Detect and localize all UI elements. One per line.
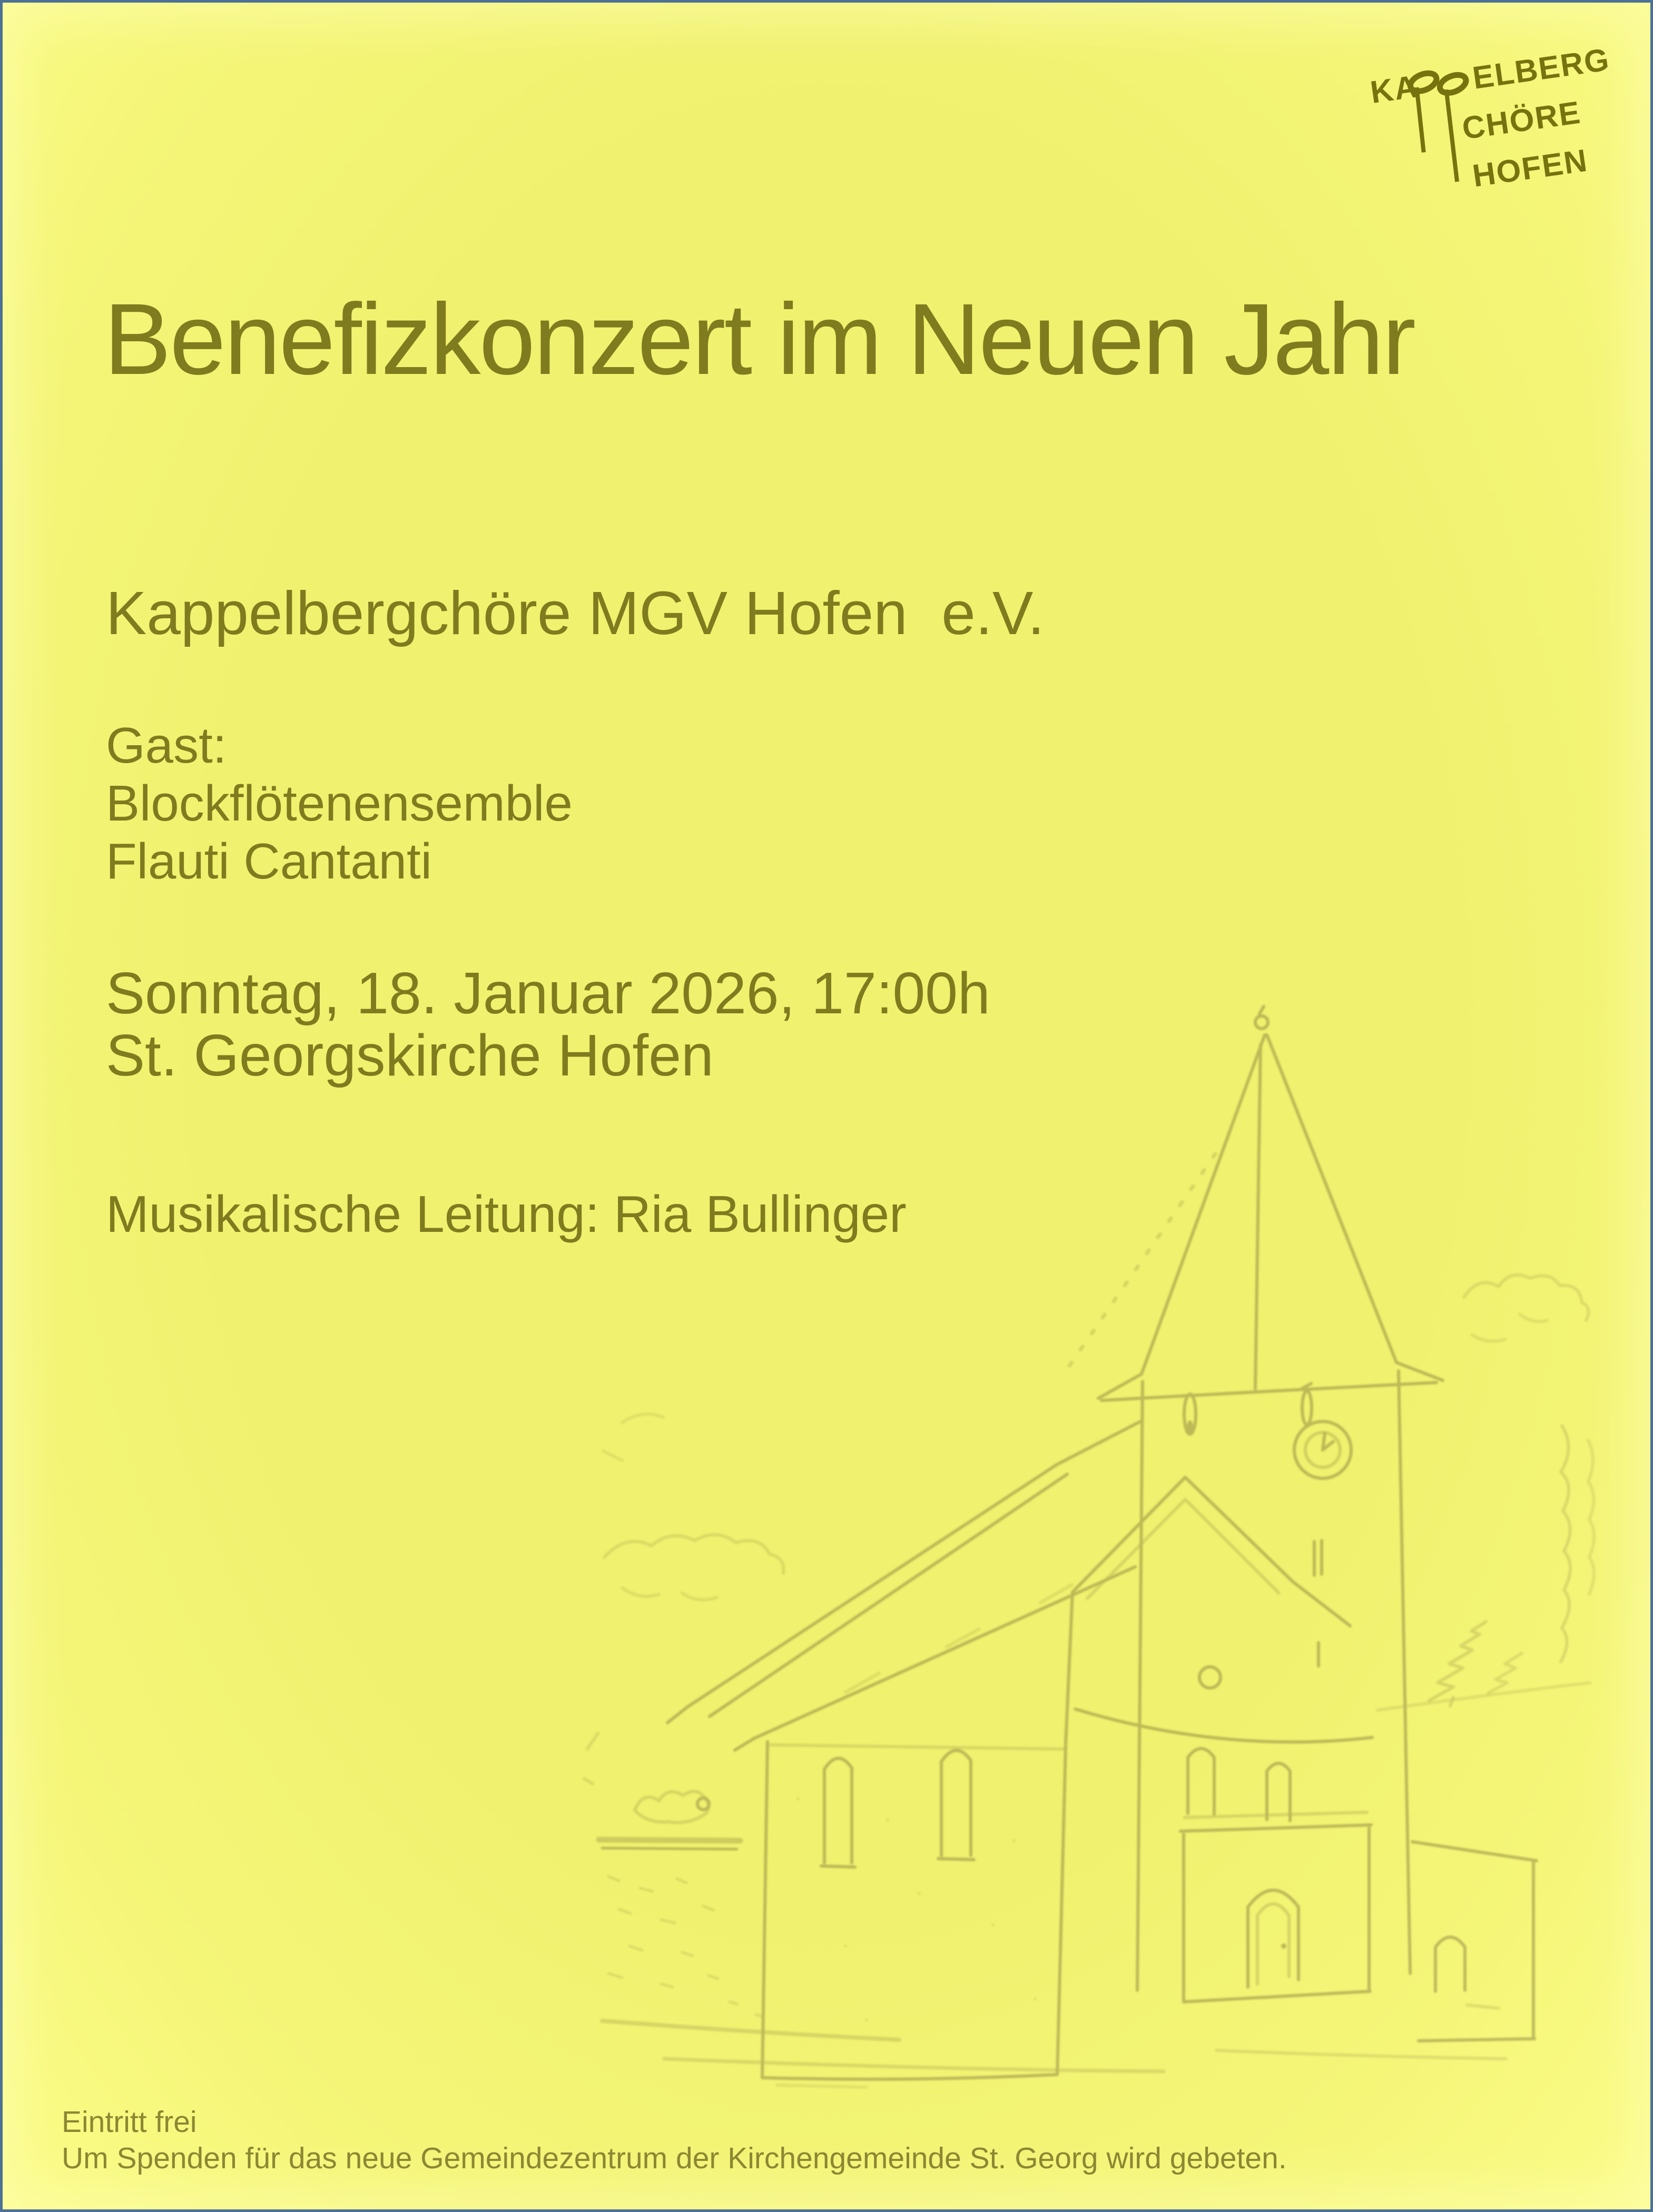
footer-block xyxy=(62,2104,1287,2177)
admission-note: Eintritt frei xyxy=(62,2105,197,2139)
guest-ensemble: Blockflötenensemble xyxy=(106,775,573,832)
page-title: Benefizkonzert im Neuen Jahr xyxy=(104,282,1414,396)
event-location: St. Georgskirche Hofen xyxy=(106,1023,714,1088)
guest-ensemble-name: Flauti Cantanti xyxy=(106,833,432,890)
logo-word-hofen: HOFEN xyxy=(1470,142,1590,194)
choir-logo-graphic xyxy=(1367,35,1631,241)
guest-label: Gast: xyxy=(106,717,227,774)
logo-word-ka: KA xyxy=(1368,68,1421,110)
church-sketch-lines xyxy=(584,1006,1594,2087)
church-sketch-illustration xyxy=(572,998,1603,2091)
organizer-line: Kappelbergchöre MGV Hofen e.V. xyxy=(106,579,1045,647)
logo-word-choere: CHÖRE xyxy=(1460,94,1583,146)
logo-word-elberg: ELBERG xyxy=(1470,41,1612,96)
event-datetime: Sonntag, 18. Januar 2026, 17:00h xyxy=(106,961,990,1026)
choir-logo xyxy=(1367,35,1632,246)
concert-poster xyxy=(3,3,1650,2209)
guest-block xyxy=(106,717,573,891)
donation-note: Um Spenden für das neue Gemeindezentrum der Kirchengemeinde St. Georg wird gebeten. xyxy=(62,2141,1287,2175)
musical-direction-line: Musikalische Leitung: Ria Bullinger xyxy=(106,1185,907,1243)
